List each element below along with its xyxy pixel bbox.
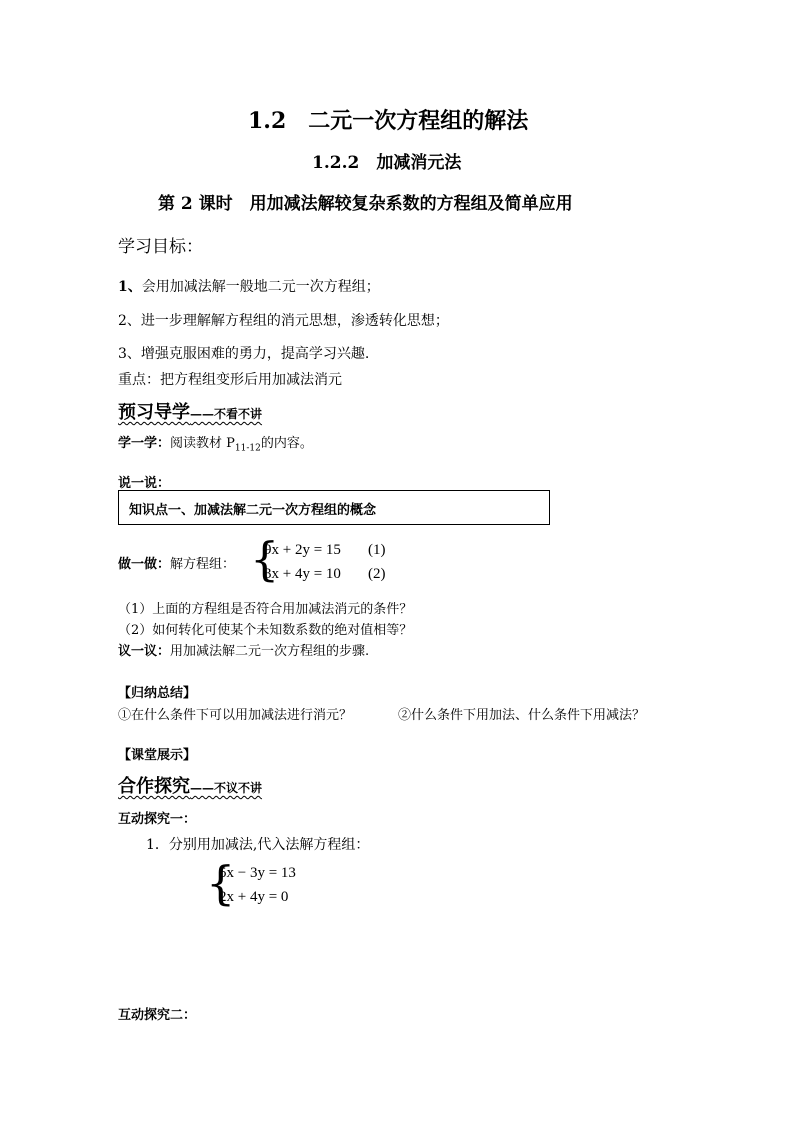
preview-heading-text: 预习导学: [118, 402, 190, 423]
do-line: [118, 553, 235, 572]
question-1: （1）上面的方程组是否符合用加减法消元的条件？: [118, 602, 413, 617]
summary-question-1: ①在什么条件下可以用加减法进行消元？: [118, 708, 353, 723]
objective-3: 3、增强克服困难的勇力，提高学习兴趣.: [118, 346, 370, 362]
objective-1-text: 会用加减法解一般地二元一次方程组；: [141, 279, 380, 295]
equation-2-line-1: 5x − 3y = 13: [219, 865, 296, 881]
read-text-pre: 阅读教材 P: [170, 436, 235, 451]
lesson-title: 第 2 课时 用加减法解较复杂系数的方程组及简单应用: [158, 194, 573, 214]
say-label: 说一说：: [118, 476, 171, 491]
do-text: 解方程组：: [170, 557, 236, 572]
preview-heading-tag: ——不看不讲: [190, 407, 263, 421]
main-title: 1.2 二元一次方程组的解法: [248, 108, 529, 134]
classroom-heading: 【课堂展示】: [118, 748, 197, 763]
read-line: [118, 432, 313, 454]
explore-1-heading: 互动探究一：: [118, 812, 197, 827]
read-pages: 11-12: [234, 443, 261, 454]
explore-2-heading: 互动探究二：: [118, 1008, 197, 1023]
coop-heading-text: 合作探究: [118, 776, 190, 797]
equation-1-tag-1: (1): [368, 542, 386, 558]
objective-2: 2、进一步理解解方程组的消元思想，渗透转化思想；: [118, 313, 449, 329]
equation-1-tag-2: (2): [368, 566, 386, 582]
coop-heading-tag: ——不议不讲: [190, 781, 263, 795]
discuss-line: [118, 640, 369, 659]
coop-heading: [118, 772, 262, 798]
objectives-heading: 学习目标：: [118, 237, 203, 257]
objective-1: [118, 276, 380, 296]
task-1: 1．分别用加减法,代入法解方程组：: [146, 837, 370, 853]
discuss-text: 用加减法解二元一次方程组的步骤.: [170, 644, 370, 659]
equation-1-line-1: 9x + 2y = 15: [264, 542, 341, 558]
equation-1-line-2: 3x + 4y = 10: [264, 566, 341, 582]
summary-question-2: ②什么条件下用加法、什么条件下用减法？: [398, 708, 646, 723]
do-label: 做一做：: [118, 557, 171, 572]
knowledge-point-1: 知识点一、加减法解二元一次方程组的概念: [129, 503, 377, 518]
equation-brace-2: {: [206, 856, 236, 910]
read-label: 学一学：: [118, 436, 171, 451]
focus-point: 重点：把方程组变形后用加减法消元: [118, 372, 342, 388]
read-text-post: 的内容。: [260, 436, 313, 451]
equation-2-line-2: 2x + 4y = 0: [219, 889, 289, 905]
knowledge-box: [118, 490, 550, 525]
section-title: 1.2.2 加减消元法: [312, 153, 462, 173]
objective-1-number: 1、: [118, 279, 142, 295]
preview-heading: [118, 398, 262, 424]
equation-brace-1: {: [250, 532, 280, 586]
summary-heading: 【归纳总结】: [118, 686, 197, 701]
discuss-label: 议一议：: [118, 644, 171, 659]
question-2: （2）如何转化可使某个未知数系数的绝对值相等？: [118, 623, 413, 638]
